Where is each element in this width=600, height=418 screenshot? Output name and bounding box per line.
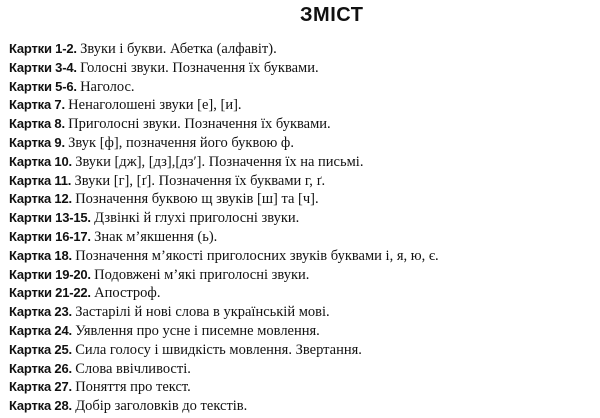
toc-entry-13 [9,266,594,285]
toc-entry-label: Картки 5-6. [9,78,77,94]
toc-entry-12 [9,247,594,266]
toc-entry-text: Дзвінкі й глухі приголосні звуки. [94,210,300,227]
toc-entry-19 [9,378,594,397]
toc-entry-label: Картка 26. [9,360,72,376]
toc-entry-text: Добір заголовків до текстів. [75,398,248,415]
toc-entry-text: Апостроф. [94,285,161,302]
toc-entry-9 [9,190,594,209]
toc-entry-15 [9,303,594,322]
toc-entry-text: Ненаголошені звуки [е], [и]. [68,97,242,114]
toc-entry-text: Подовжені м’які приголосні звуки. [94,266,310,283]
toc-entry-label: Картка 27. [9,379,72,395]
toc-entry-5 [9,115,594,134]
toc-entry-10 [9,209,594,228]
toc-entry-text: Наголос. [80,78,135,95]
toc-entry-text: Звуки [дж], [дз],[дз′]. Позначення їх на письмі. [75,153,364,170]
toc-entry-label: Картки 1-2. [9,41,77,56]
toc-entry-4 [9,96,594,115]
toc-entry-18 [9,360,594,379]
toc-entry-label: Картка 9. [9,134,65,150]
toc-entry-label: Картки 13-15. [9,210,91,226]
toc-entry-label: Картка 28. [9,398,72,414]
toc-entry-17 [9,341,594,360]
toc-entry-text: Сила голосу і швидкість мовлення. Звертання. [75,341,362,358]
toc-entry-16 [9,322,594,341]
toc-entry-text: Уявлення про усне і писемне мовлення. [75,322,320,339]
toc-entry-label: Картка 12. [9,191,72,207]
toc-entry-label: Картки 16-17. [9,228,91,244]
toc-entry-text: Слова ввічливості. [75,360,191,377]
toc-entry-2 [9,59,594,78]
toc-entry-label: Картка 11. [9,172,72,188]
toc-entry-label: Картки 21-22. [9,285,91,301]
toc-entry-8 [9,172,594,191]
toc-entry-text: Поняття про текст. [75,379,191,396]
toc-entry-20 [9,397,594,416]
table-of-contents [9,40,594,416]
toc-entry-14 [9,284,594,303]
toc-entry-label: Картка 23. [9,304,72,320]
toc-entry-text: Позначення буквою щ звуків [ш] та [ч]. [75,191,319,208]
toc-entry-text: Голосні звуки. Позначення їх буквами. [80,59,319,76]
toc-entry-text: Звуки і букви. Абетка (алфавіт). [80,41,277,57]
toc-entry-label: Картки 3-4. [9,59,77,75]
toc-entry-text: Застарілі й нові слова в українській мові. [75,304,330,321]
toc-entry-text: Знак м’якшення (ь). [94,228,218,245]
toc-entry-1 [9,40,594,59]
toc-entry-3 [9,78,594,97]
toc-entry-text: Звуки [г], [ґ]. Позначення їх буквами г, ґ. [74,172,326,189]
toc-entry-text: Звук [ф], позначення його буквою ф. [68,134,294,151]
toc-entry-11 [9,228,594,247]
toc-entry-label: Картка 7. [9,97,65,113]
toc-entry-6 [9,134,594,153]
toc-entry-7 [9,153,594,172]
toc-entry-label: Картка 24. [9,322,72,338]
toc-entry-text: Приголосні звуки. Позначення їх буквами. [68,116,331,133]
toc-entry-label: Картка 25. [9,341,72,357]
toc-entry-label: Картка 10. [9,153,72,169]
toc-entry-label: Картка 8. [9,116,65,132]
toc-entry-text: Позначення м’якості приголосних звуків буквами і, я, ю, є. [75,247,439,264]
toc-entry-label: Картки 19-20. [9,266,91,282]
page-title: ЗМІСТ [300,4,364,26]
toc-entry-label: Картка 18. [9,247,72,263]
